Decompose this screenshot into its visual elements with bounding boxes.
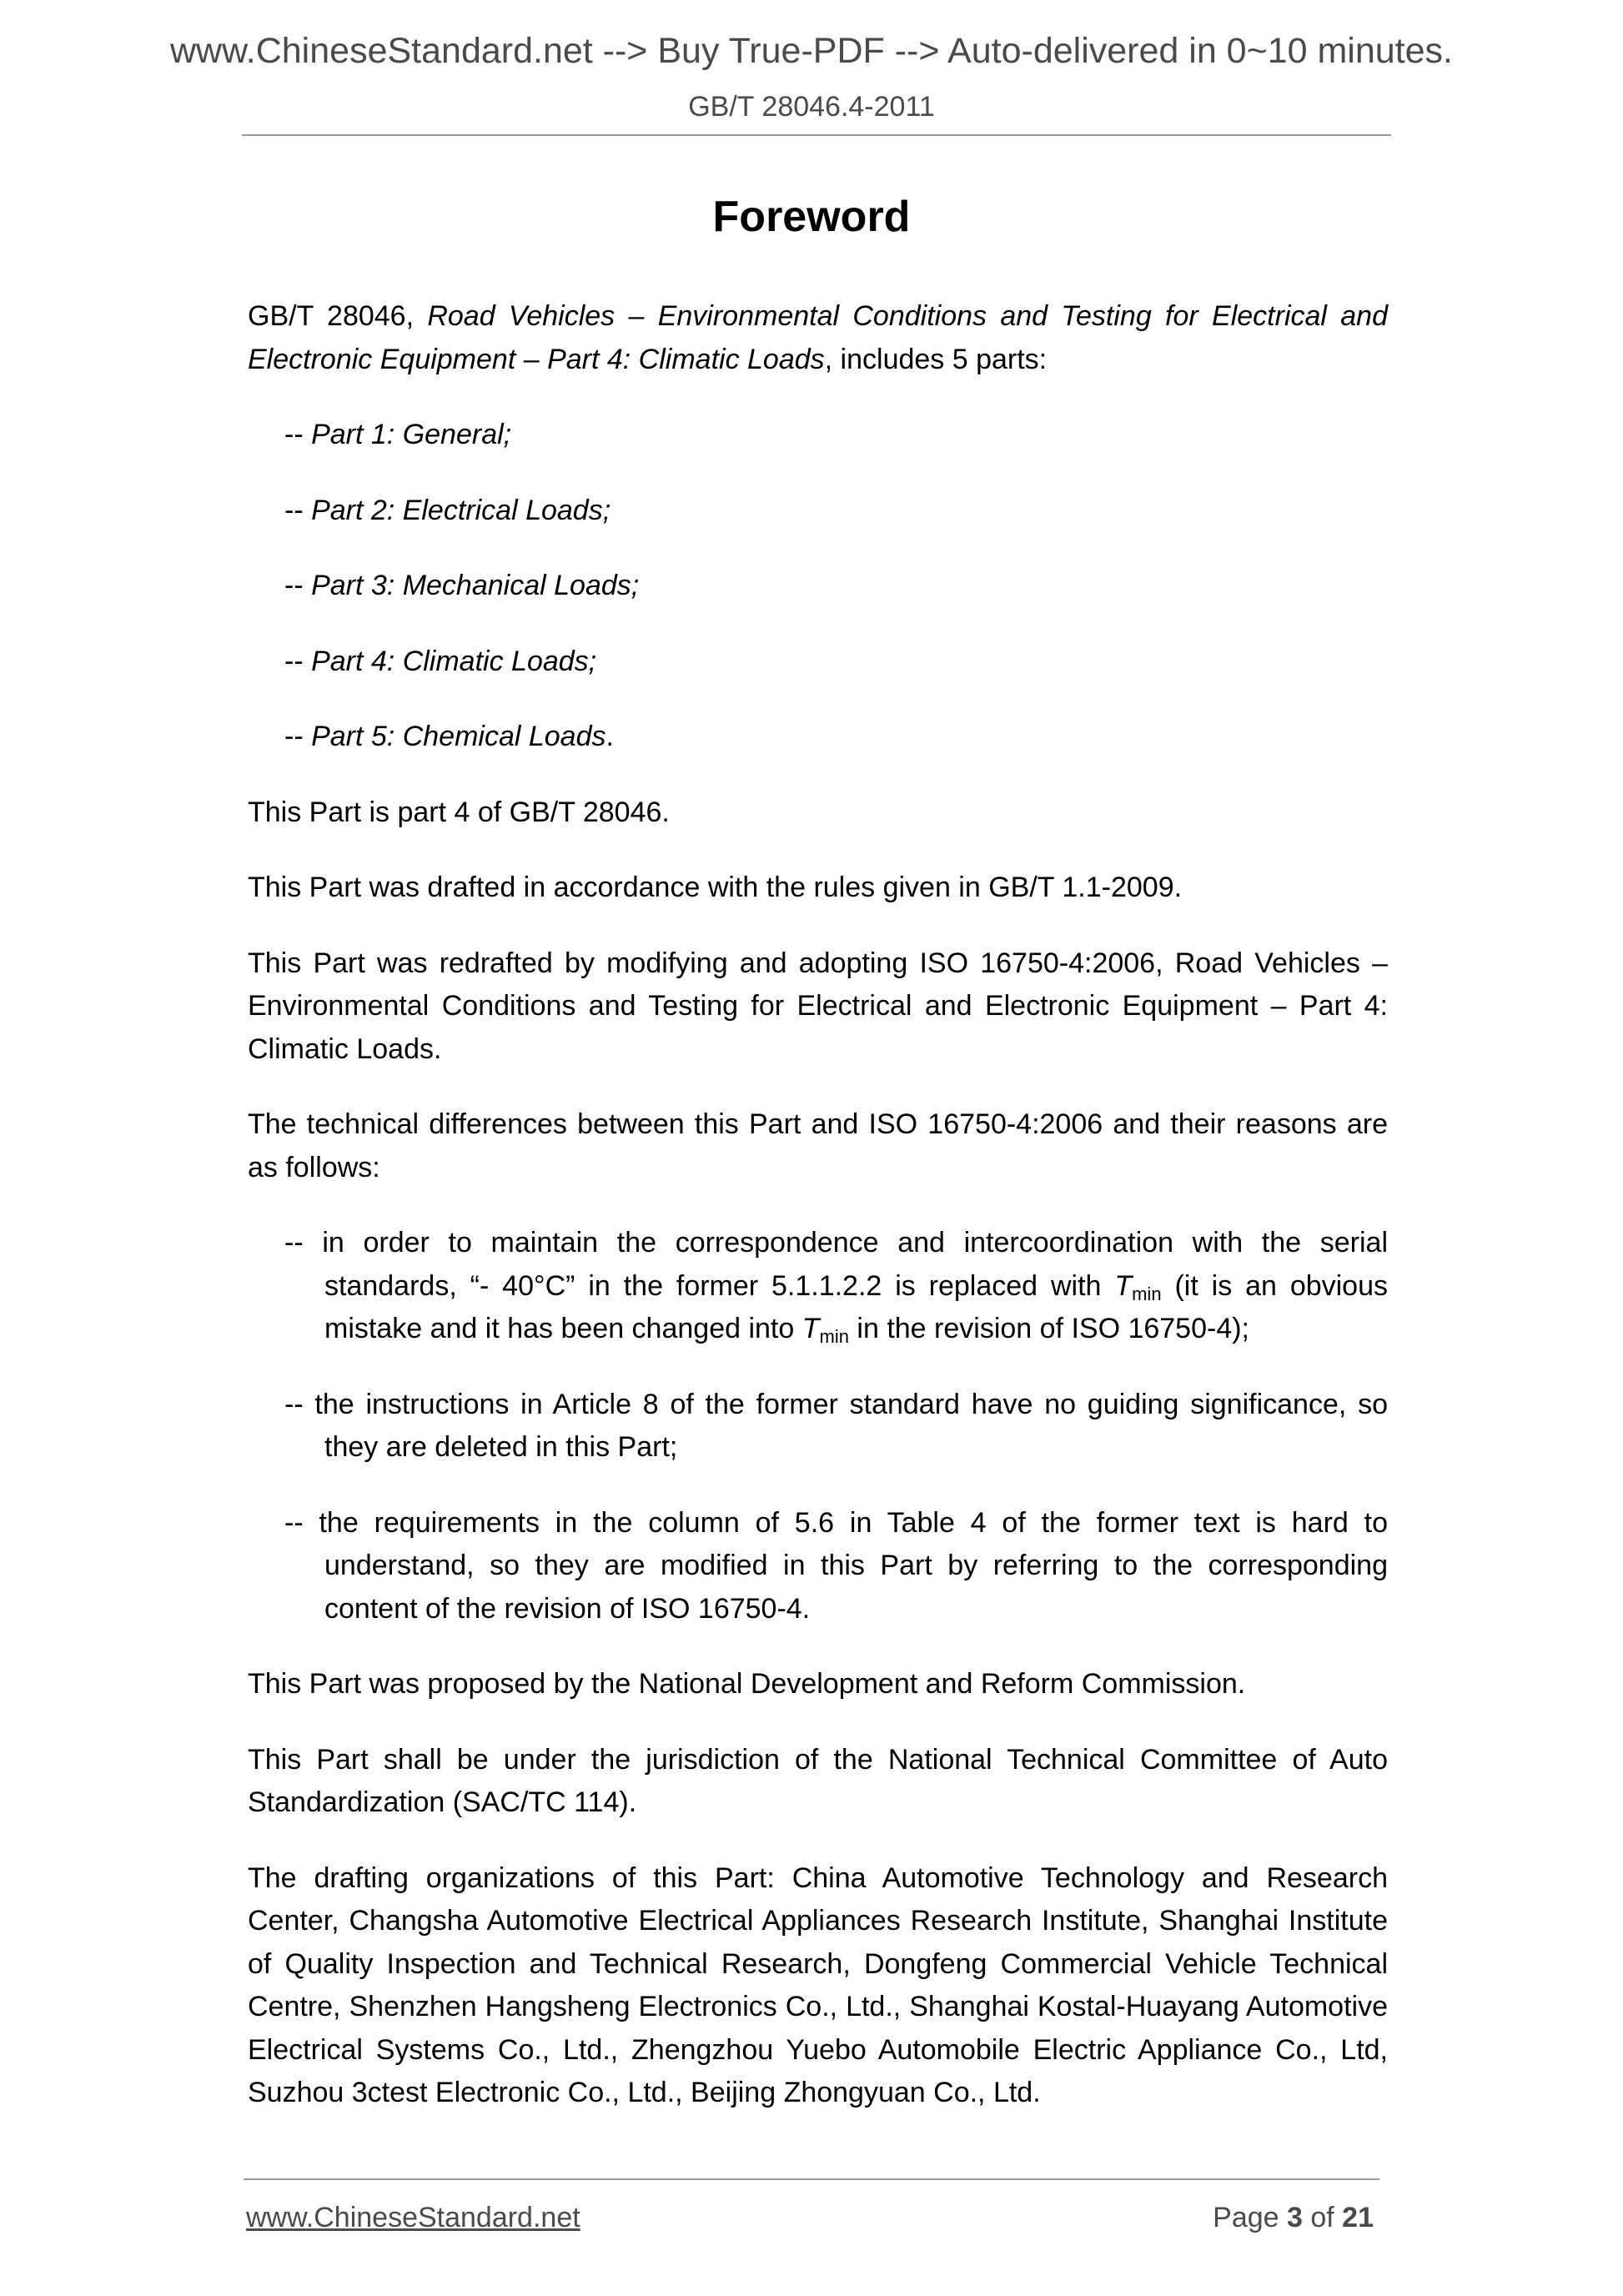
- difference-item: -- the instructions in Article 8 of the former standard have no guiding significance, so they are deleted in this Part;: [284, 1388, 1388, 1463]
- footer-site-link[interactable]: www.ChineseStandard.net: [246, 2202, 580, 2233]
- paragraph: This Part was redrafted by modifying and adopting ISO 16750-4:2006, Road Vehicles – Environmental Conditions and Testing for Electrical and Electronic Equipment – Part 4: Climatic Loads.: [248, 947, 1388, 1065]
- list-dash: --: [284, 645, 312, 677]
- symbol-t: T: [1114, 1269, 1133, 1302]
- difference-text: -- in order to maintain the correspondence and intercoordination with the serial standards, “- 40°C” in the former 5.1.1.2.2 is replaced with: [284, 1227, 1388, 1302]
- page-title: Foreword: [712, 193, 911, 241]
- part-label: Part 3: Mechanical Loads;: [311, 570, 640, 601]
- list-item: [248, 641, 1388, 684]
- part-label: Part 2: Electrical Loads;: [311, 494, 611, 526]
- difference-item: -- the requirements in the column of 5.6 in Table 4 of the former text is hard to understand, so they are modified in this Part by referring to the corresponding content of the revision of ISO 16750-4.: [284, 1506, 1388, 1625]
- part-label: Part 5: Chemical Loads: [311, 721, 606, 752]
- symbol-sub: min: [819, 1326, 849, 1347]
- of-word: of: [1302, 2202, 1343, 2233]
- list-item: [248, 565, 1388, 608]
- part-label: Part 4: Climatic Loads;: [311, 645, 597, 677]
- symbol-t: T: [801, 1313, 820, 1344]
- symbol-sub: min: [1132, 1283, 1162, 1304]
- part-label: Part 1: General;: [311, 419, 512, 450]
- difference-item: [248, 1222, 1388, 1351]
- page-word: Page: [1213, 2202, 1287, 2233]
- intro-suffix: , includes 5 parts:: [824, 343, 1048, 375]
- list-item: [248, 490, 1388, 533]
- paragraph: This Part is part 4 of GB/T 28046.: [248, 796, 670, 828]
- intro-paragraph: [248, 295, 1388, 381]
- list-dash: --: [284, 419, 312, 450]
- list-dash: --: [284, 570, 312, 601]
- document-code: GB/T 28046.4-2011: [688, 91, 935, 123]
- list-end: .: [605, 721, 614, 752]
- current-page: 3: [1287, 2202, 1303, 2233]
- list-item: [248, 716, 1388, 759]
- document-body: [248, 295, 1388, 2148]
- list-dash: --: [284, 494, 312, 526]
- list-dash: --: [284, 721, 312, 752]
- intro-prefix: GB/T 28046,: [248, 300, 428, 332]
- difference-text: (it is an obvious mistake and it has been changed into: [324, 1269, 1389, 1344]
- standard-title: Road Vehicles – Environmental Conditions and Testing for Electrical and Electronic Equipment – Part 4: Climatic Loads: [248, 300, 1388, 375]
- paragraph: The technical differences between this Part and ISO 16750-4:2006 and their reasons are as follows:: [248, 1108, 1388, 1183]
- footer-divider: [244, 2178, 1379, 2180]
- header-divider: [242, 134, 1391, 136]
- paragraph: This Part was drafted in accordance with the rules given in GB/T 1.1-2009.: [248, 872, 1183, 903]
- list-item: [248, 414, 1388, 457]
- page-number: [1213, 2202, 1374, 2234]
- paragraph: The drafting organizations of this Part: China Automotive Technology and Research Center, Changsha Automotive Electrical Appliances Research Institute, Shanghai Institute of Quality Inspection and Technical Research, Dongfeng Commercial Vehicle Technical Centre, Shenzhen Hangsheng Electronics Co., Ltd., Shanghai Kostal-Huayang Automotive Electrical Systems Co., Ltd., Zhengzhou Yuebo Automobile Electric Appliance Co., Ltd, Suzhou 3ctest Electronic Co., Ltd., Beijing Zhongyuan Co., Ltd.: [248, 1861, 1388, 2108]
- paragraph: This Part shall be under the jurisdiction of the National Technical Committee of Auto Standardization (SAC/TC 114).: [248, 1743, 1388, 1818]
- paragraph: This Part was proposed by the National Development and Reform Commission.: [248, 1668, 1246, 1700]
- header-banner: www.ChineseStandard.net --> Buy True-PDF --> Auto-delivered in 0~10 minutes.: [169, 31, 1453, 71]
- difference-text: in the revision of ISO 16750-4);: [848, 1313, 1250, 1344]
- total-pages: 21: [1342, 2202, 1374, 2233]
